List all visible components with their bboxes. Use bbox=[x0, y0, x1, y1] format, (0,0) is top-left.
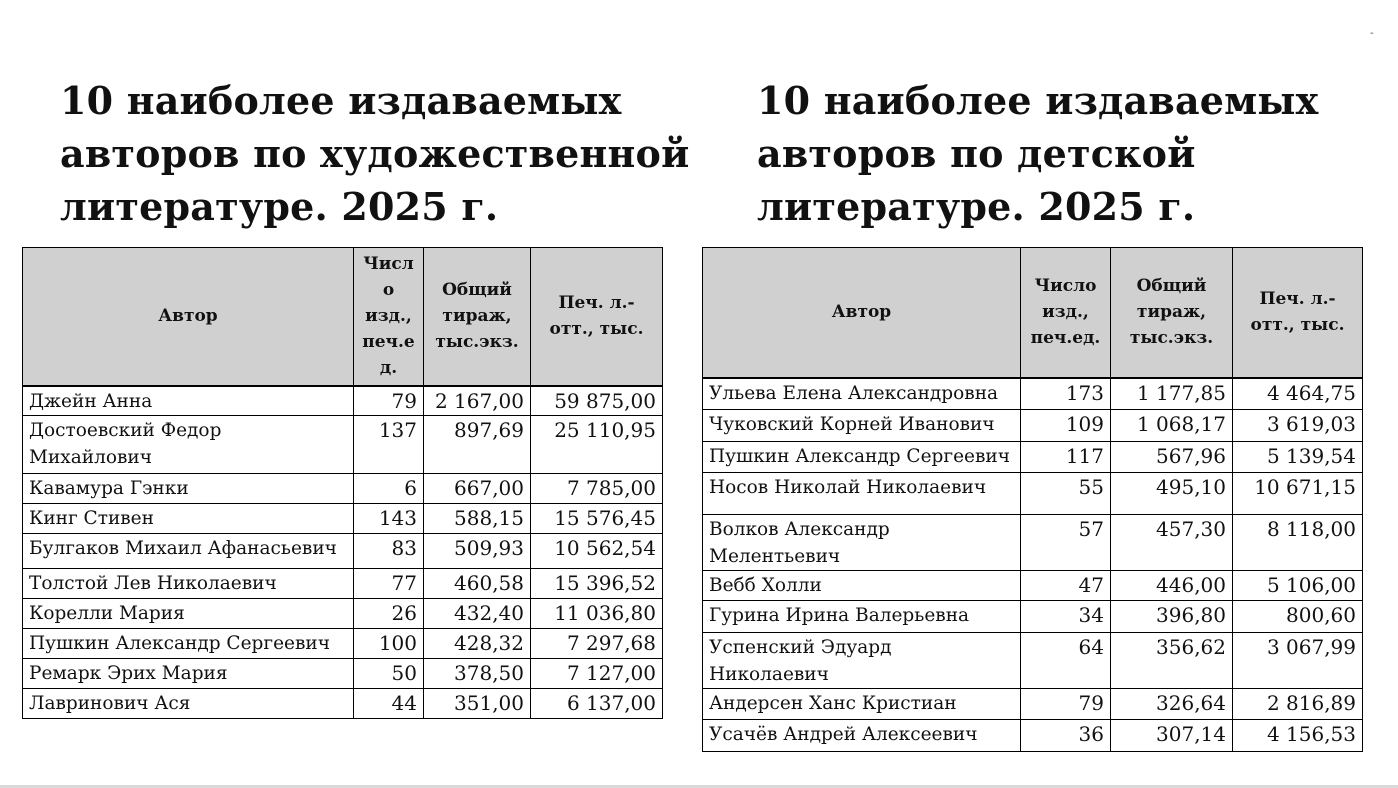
count-cell: 109 bbox=[1021, 410, 1111, 442]
count-cell: 79 bbox=[1021, 689, 1111, 720]
count-cell: 83 bbox=[354, 534, 424, 569]
author-cell: Ремарк Эрих Мария bbox=[23, 659, 354, 689]
sheets-cell: 8 118,00 bbox=[1233, 515, 1363, 571]
header-sheets: Печ. л.- отт., тыс. bbox=[1233, 248, 1363, 378]
count-cell: 64 bbox=[1021, 633, 1111, 689]
circulation-cell: 446,00 bbox=[1111, 571, 1233, 601]
circulation-cell: 351,00 bbox=[424, 689, 531, 719]
circulation-cell: 2 167,00 bbox=[424, 386, 531, 416]
sheets-cell: 7 127,00 bbox=[531, 659, 663, 689]
table-row bbox=[703, 378, 1363, 410]
author-cell: Вебб Холли bbox=[703, 571, 1021, 601]
author-cell: Кинг Стивен bbox=[23, 504, 354, 534]
author-cell: Булгаков Михаил Афанасьевич bbox=[23, 534, 354, 569]
circulation-cell: 509,93 bbox=[424, 534, 531, 569]
author-cell: Волков Александр Мелентьевич bbox=[703, 515, 1021, 571]
sheets-cell: 2 816,89 bbox=[1233, 689, 1363, 720]
author-cell: Корелли Мария bbox=[23, 599, 354, 629]
table-row bbox=[703, 410, 1363, 442]
author-cell: Андерсен Ханс Кристиан bbox=[703, 689, 1021, 720]
circulation-cell: 495,10 bbox=[1111, 473, 1233, 515]
count-cell: 34 bbox=[1021, 601, 1111, 633]
table-row bbox=[23, 599, 663, 629]
sheets-cell: 3 619,03 bbox=[1233, 410, 1363, 442]
sheets-cell: 4 156,53 bbox=[1233, 720, 1363, 752]
fiction-authors-table bbox=[22, 247, 663, 719]
sheets-cell: 4 464,75 bbox=[1233, 378, 1363, 410]
table-row bbox=[703, 571, 1363, 601]
table-row bbox=[23, 386, 663, 416]
circulation-cell: 667,00 bbox=[424, 474, 531, 504]
fiction-title: 10 наиболее издаваемых авторов по художественной литературе. 2025 г. bbox=[60, 78, 690, 229]
header-circulation: Общий тираж, тыс.экз. bbox=[1111, 248, 1233, 378]
author-cell: Пушкин Александр Сергеевич bbox=[23, 629, 354, 659]
circulation-cell: 432,40 bbox=[424, 599, 531, 629]
circulation-cell: 1 177,85 bbox=[1111, 378, 1233, 410]
count-cell: 137 bbox=[354, 416, 424, 474]
author-cell: Лавринович Ася bbox=[23, 689, 354, 719]
count-cell: 143 bbox=[354, 504, 424, 534]
sheets-cell: 15 576,45 bbox=[531, 504, 663, 534]
count-cell: 44 bbox=[354, 689, 424, 719]
circulation-cell: 567,96 bbox=[1111, 442, 1233, 473]
circulation-cell: 378,50 bbox=[424, 659, 531, 689]
sheets-cell: 800,60 bbox=[1233, 601, 1363, 633]
header-circulation: Общий тираж, тыс.экз. bbox=[424, 248, 531, 386]
header-author: Автор bbox=[703, 248, 1021, 378]
sheets-cell: 3 067,99 bbox=[1233, 633, 1363, 689]
circulation-cell: 897,69 bbox=[424, 416, 531, 474]
table-row bbox=[23, 474, 663, 504]
count-cell: 79 bbox=[354, 386, 424, 416]
table-header-row bbox=[703, 248, 1363, 378]
sheets-cell: 5 106,00 bbox=[1233, 571, 1363, 601]
author-cell: Чуковский Корней Иванович bbox=[703, 410, 1021, 442]
table-row bbox=[23, 569, 663, 599]
sheets-cell: 7 297,68 bbox=[531, 629, 663, 659]
count-cell: 36 bbox=[1021, 720, 1111, 752]
circulation-cell: 457,30 bbox=[1111, 515, 1233, 571]
table-row bbox=[23, 659, 663, 689]
count-cell: 173 bbox=[1021, 378, 1111, 410]
count-cell: 6 bbox=[354, 474, 424, 504]
table-row bbox=[703, 633, 1363, 689]
table-row bbox=[23, 534, 663, 569]
author-cell: Достоевский Федор Михайлович bbox=[23, 416, 354, 474]
circulation-cell: 356,62 bbox=[1111, 633, 1233, 689]
table-row bbox=[23, 416, 663, 474]
author-cell: Носов Николай Николаевич bbox=[703, 473, 1021, 515]
sheets-cell: 7 785,00 bbox=[531, 474, 663, 504]
circulation-cell: 460,58 bbox=[424, 569, 531, 599]
count-cell: 50 bbox=[354, 659, 424, 689]
author-cell: Пушкин Александр Сергеевич bbox=[703, 442, 1021, 473]
circulation-cell: 428,32 bbox=[424, 629, 531, 659]
count-cell: 26 bbox=[354, 599, 424, 629]
author-cell: Усачёв Андрей Алексеевич bbox=[703, 720, 1021, 752]
count-cell: 57 bbox=[1021, 515, 1111, 571]
sheets-cell: 15 396,52 bbox=[531, 569, 663, 599]
author-cell: Толстой Лев Николаевич bbox=[23, 569, 354, 599]
header-author: Автор bbox=[23, 248, 354, 386]
header-sheets: Печ. л.- отт., тыс. bbox=[531, 248, 663, 386]
table-row bbox=[23, 689, 663, 719]
header-count: Число изд., печ.ед. bbox=[1021, 248, 1111, 378]
author-cell: Джейн Анна bbox=[23, 386, 354, 416]
header-count: Числ о изд., печ.е д. bbox=[354, 248, 424, 386]
sheets-cell: 10 562,54 bbox=[531, 534, 663, 569]
corner-mark: - bbox=[1370, 28, 1374, 39]
sheets-cell: 59 875,00 bbox=[531, 386, 663, 416]
author-cell: Гурина Ирина Валерьевна bbox=[703, 601, 1021, 633]
table-row bbox=[23, 629, 663, 659]
children-authors-table bbox=[702, 247, 1363, 752]
sheets-cell: 6 137,00 bbox=[531, 689, 663, 719]
table-row bbox=[703, 720, 1363, 752]
author-cell: Кавамура Гэнки bbox=[23, 474, 354, 504]
sheets-cell: 10 671,15 bbox=[1233, 473, 1363, 515]
count-cell: 47 bbox=[1021, 571, 1111, 601]
count-cell: 100 bbox=[354, 629, 424, 659]
count-cell: 77 bbox=[354, 569, 424, 599]
circulation-cell: 307,14 bbox=[1111, 720, 1233, 752]
table-row bbox=[703, 442, 1363, 473]
sheets-cell: 5 139,54 bbox=[1233, 442, 1363, 473]
count-cell: 55 bbox=[1021, 473, 1111, 515]
table-row bbox=[703, 601, 1363, 633]
sheets-cell: 25 110,95 bbox=[531, 416, 663, 474]
table-row bbox=[703, 515, 1363, 571]
circulation-cell: 1 068,17 bbox=[1111, 410, 1233, 442]
circulation-cell: 396,80 bbox=[1111, 601, 1233, 633]
count-cell: 117 bbox=[1021, 442, 1111, 473]
table-row bbox=[703, 689, 1363, 720]
author-cell: Успенский Эдуард Николаевич bbox=[703, 633, 1021, 689]
circulation-cell: 326,64 bbox=[1111, 689, 1233, 720]
children-title: 10 наиболее издаваемых авторов по детской литературе. 2025 г. bbox=[757, 78, 1319, 229]
sheets-cell: 11 036,80 bbox=[531, 599, 663, 629]
author-cell: Ульева Елена Александровна bbox=[703, 378, 1021, 410]
table-header-row bbox=[23, 248, 663, 386]
circulation-cell: 588,15 bbox=[424, 504, 531, 534]
table-row bbox=[23, 504, 663, 534]
table-row bbox=[703, 473, 1363, 515]
